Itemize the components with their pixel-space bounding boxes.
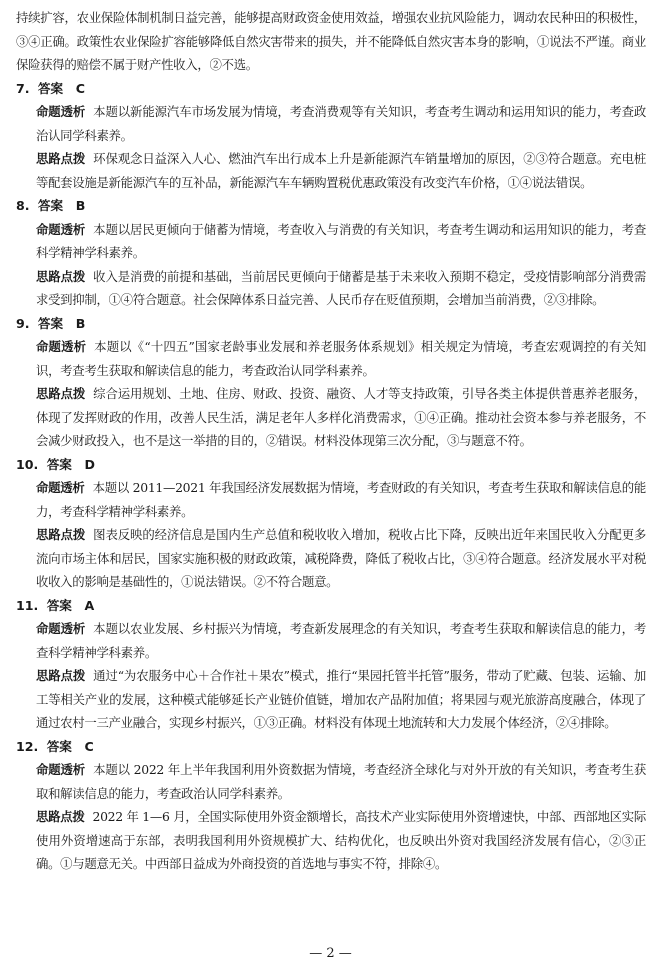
hint-paragraph (16, 805, 646, 876)
analysis-paragraph (16, 617, 646, 664)
question-8 (16, 194, 646, 312)
answer-heading: 10. 答案 D (16, 456, 95, 472)
question-10 (16, 453, 646, 594)
hint-label: 思路点拨 (36, 151, 86, 166)
page-number: — 2 — (309, 946, 352, 961)
hint-paragraph (16, 523, 646, 594)
answer-heading: 8. 答案 B (16, 198, 86, 213)
answer-heading: 9. 答案 B (16, 315, 86, 331)
question-12 (16, 735, 646, 876)
analysis-text: 本题以居民更倾向于储蓄为情境，考查收入与消费的有关知识，考查考生调动和运用知识的能力，考查科学精神学科素养。 (36, 221, 647, 260)
hint-label: 思路点拨 (36, 527, 86, 542)
analysis-paragraph (16, 335, 646, 382)
hint-paragraph (16, 147, 646, 194)
hint-label: 思路点拨 (36, 809, 85, 824)
analysis-paragraph (16, 758, 646, 805)
question-11 (16, 594, 646, 735)
hint-text: 通过“为农服务中心＋合作社＋果农”模式，推行“果园托管半托管”服务，带动了贮藏、包装、运输、加工等相关产业的发展，这种模式能够延长产业链价值链，增加农产品附加值；将果园与观光旅游高度融合，体现了通过农村一三产业融合，实现乡村振兴，①③正确。材料没有体现土地流转和大力发展个体经济，②④排除。 (36, 668, 646, 730)
analysis-paragraph (16, 218, 646, 265)
answer-heading: 11. 答案 A (16, 597, 95, 613)
analysis-text: 本题以 2022 年上半年我国利用外资数据为情境，考查经济全球化与对外开放的有关知识，考查考生获取和解读信息的能力，考查政治认同学科素养。 (36, 762, 646, 801)
hint-label: 思路点拨 (36, 386, 86, 401)
hint-paragraph (16, 382, 646, 453)
question-9 (16, 312, 646, 453)
answer-heading: 7. 答案 C (16, 80, 85, 96)
analysis-paragraph (16, 100, 646, 147)
hint-text: 收入是消费的前提和基础，当前居民更倾向于储蓄是基于未来收入预期不稳定，受疫情影响部分消费需求受到抑制，①④符合题意。社会保障体系日益完善、人民币存在贬值预期，会增加当前消费，②③排除。 (36, 268, 647, 307)
analysis-label: 命题透析 (36, 621, 86, 636)
question-7 (16, 77, 646, 195)
analysis-label: 命题透析 (36, 339, 87, 354)
analysis-text: 本题以 2011—2021 年我国经济发展数据为情境，考查财政的有关知识，考查考生获取和解读信息的能力，考查科学精神学科素养。 (36, 480, 646, 519)
analysis-label: 命题透析 (36, 762, 86, 777)
hint-text: 环保观念日益深入人心、燃油汽车出行成本上升是新能源汽车销量增加的原因，②③符合题意。充电桩等配套设施是新能源汽车的互补品，新能源汽车车辆购置税优惠政策没有改变汽车价格，①④说法错误。 (36, 151, 647, 190)
hint-paragraph (16, 265, 646, 312)
answer-heading: 12. 答案 C (16, 738, 94, 754)
analysis-label: 命题透析 (36, 480, 85, 495)
analysis-text: 本题以《“十四五”国家老龄事业发展和养老服务体系规划》相关规定为情境，考查宏观调控的有关知识，考查考生获取和解读信息的能力，考查政治认同学科素养。 (36, 339, 646, 378)
document-page (16, 6, 646, 876)
hint-text: 2022 年 1—6 月，全国实际使用外资金额增长，高技术产业实际使用外资增速快，中部、西部地区实际使用外资增速高于东部，表明我国利用外资规模扩大、结构优化，也反映出外资对我国经济发展有信心，②③正确。①与题意无关。中西部日益成为外商投资的首选地与事实不符，排除④。 (36, 809, 646, 871)
analysis-text: 本题以农业发展、乡村振兴为情境，考查新发展理念的有关知识，考查考生获取和解读信息的能力，考查科学精神学科素养。 (36, 621, 647, 660)
hint-text: 图表反映的经济信息是国内生产总值和税收收入增加，税收占比下降，反映出近年来国民收入分配更多流向市场主体和居民，国家实施积极的财政政策，减税降费，降低了税收占比，③④符合题意。经济发展水平对税收收入的影响是基础性的，①说法错误。②不符合题意。 (36, 527, 647, 589)
hint-label: 思路点拨 (36, 268, 86, 284)
hint-paragraph (16, 664, 646, 735)
analysis-label: 命题透析 (36, 221, 86, 237)
intro-paragraph: 持续扩容，农业保险体制机制日益完善，能够提高财政资金使用效益，增强农业抗风险能力，调动农民种田的积极性，③④正确。政策性农业保险扩容能够降低自然灾害带来的损失，并不能降低自然灾害本身的影响，①说法不严谨。商业保险获得的赔偿不属于财产性收入，②不选。 (16, 10, 646, 72)
analysis-text: 本题以新能源汽车市场发展为情境，考查消费观等有关知识，考查考生调动和运用知识的能力，考查政治认同学科素养。 (36, 104, 647, 143)
hint-text: 综合运用规划、土地、住房、财政、投资、融资、人才等支持政策，引导各类主体提供普惠养老服务，体现了发挥财政的作用，改善人民生活，满足老年人多样化消费需求，①④正确。推动社会资本参与养老服务，不会减少财政投入，也不是这一举措的目的，②错误。材料没体现第三次分配，③与题意不符。 (36, 386, 647, 448)
hint-label: 思路点拨 (36, 668, 86, 683)
analysis-paragraph (16, 476, 646, 523)
analysis-label: 命题透析 (36, 104, 86, 119)
